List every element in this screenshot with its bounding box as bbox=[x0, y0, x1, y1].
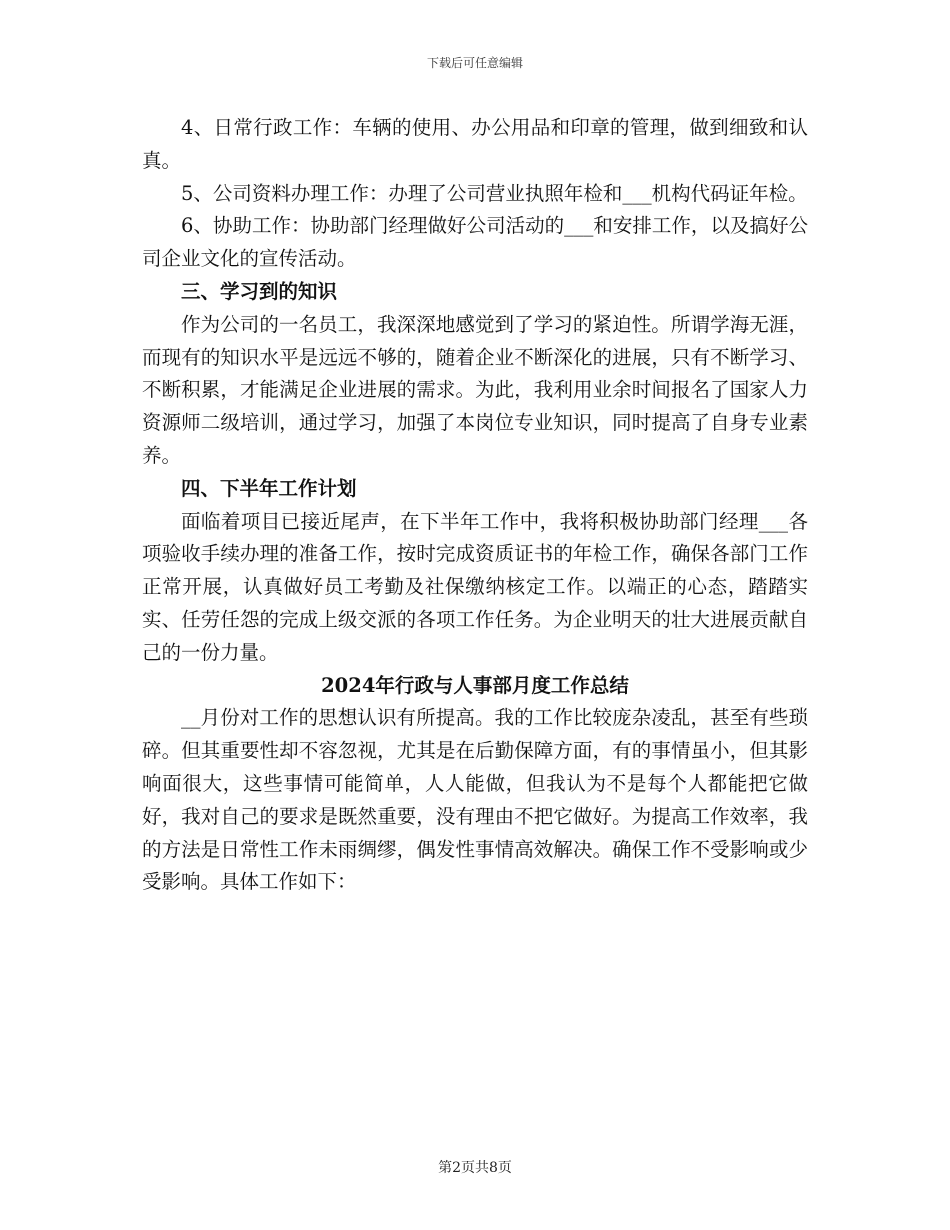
heading-second-half-plan: 四、下半年工作计划 bbox=[181, 476, 357, 500]
paragraph-plan: 面临着项目已接近尾声，在下半年工作中，我将积极协助部门经理___各项验收手续办理的准备工作，按时完成资质证书的年检工作，确保各部门工作正常开展，认真做好员工考勤及社保缴纳核定工作。以端正的心态，踏踏实实、任劳任怨的完成上级交派的各项工作任务。为企业明天的壮大进展贡献自己的一份力量。 bbox=[142, 509, 808, 664]
paragraph-learning: 作为公司的一名员工，我深深地感觉到了学习的紧迫性。所谓学海无涯，而现有的知识水平是远远不够的，随着企业不断深化的进展，只有不断学习、不断积累，才能满足企业进展的需求。为此，我利用业余时间报名了国家人力资源师二级培训，通过学习，加强了本岗位专业知识，同时提高了自身专业素养。 bbox=[142, 312, 808, 467]
document-body bbox=[142, 112, 808, 899]
heading-knowledge-learned: 三、学习到的知识 bbox=[181, 279, 338, 303]
paragraph-monthly-summary: __月份对工作的思想认识有所提高。我的工作比较庞杂凌乱，甚至有些琐碎。但其重要性却不容忽视，尤其是在后勤保障方面，有的事情虽小，但其影响面很大，这些事情可能简单，人人能做，但我认为不是每个人都能把它做好，我对自己的要求是既然重要，没有理由不把它做好。为提高工作效率，我的方法是日常性工作未雨绸缪，偶发性事情高效解决。确保工作不受影响或少受影响。具体工作如下： bbox=[142, 706, 808, 894]
paragraph-company-documents: 5、公司资料办理工作：办理了公司营业执照年检和___机构代码证年检。 bbox=[181, 181, 808, 205]
paragraph-assist-work: 6、协助工作：协助部门经理做好公司活动的___和安排工作，以及搞好公司企业文化的宣传活动。 bbox=[142, 214, 808, 271]
document-title: 2024年行政与人事部月度工作总结 bbox=[321, 673, 629, 697]
page-number-footer: 第2页共8页 bbox=[438, 1160, 512, 1176]
page-header: 下载后可任意编辑 bbox=[426, 56, 523, 70]
paragraph-daily-admin: 4、日常行政工作：车辆的使用、办公用品和印章的管理，做到细致和认真。 bbox=[142, 116, 808, 172]
